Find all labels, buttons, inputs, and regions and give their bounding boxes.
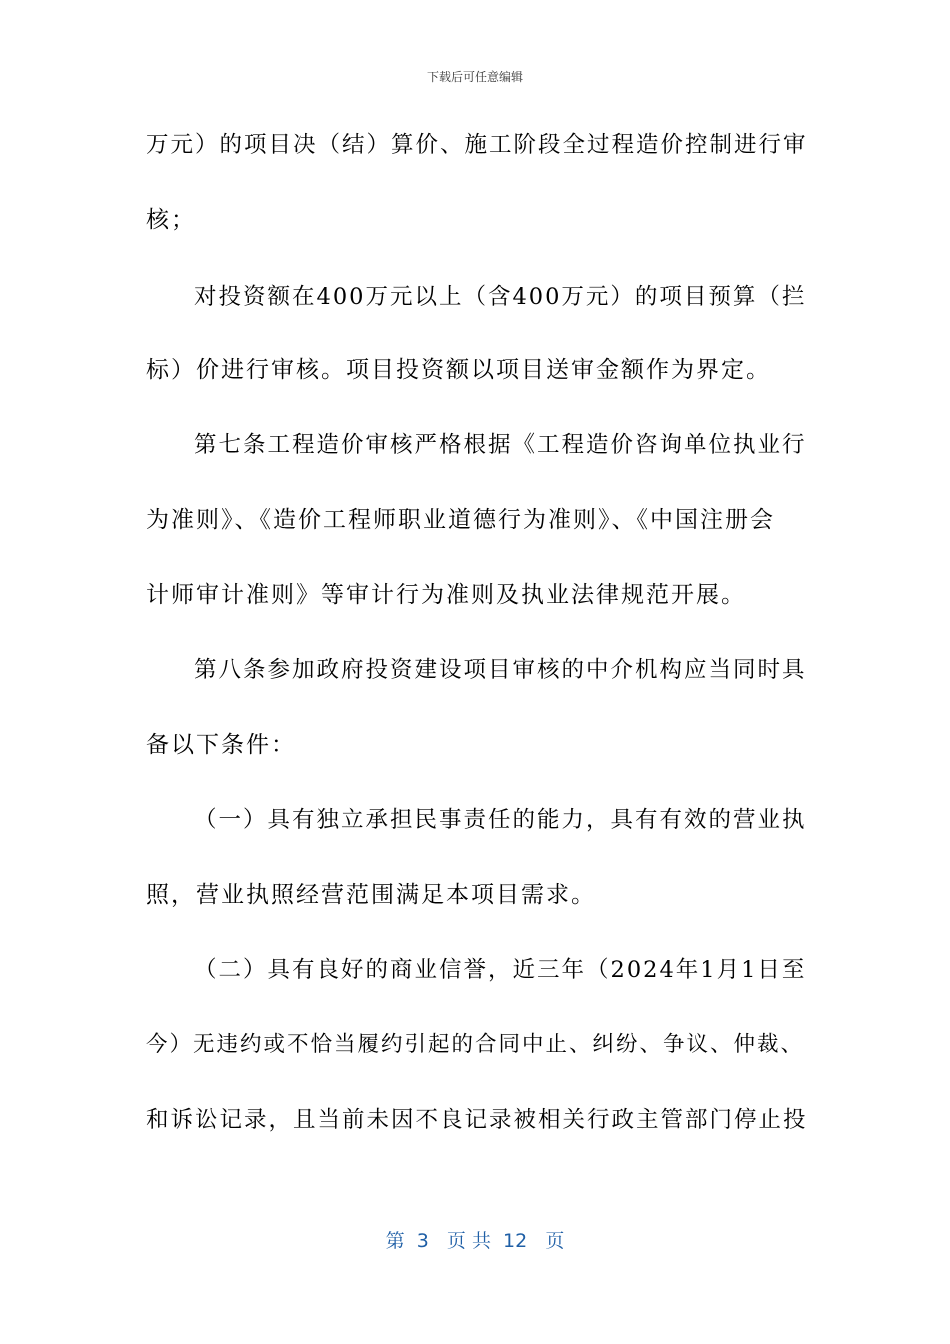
- paragraph-line: 标）价进行审核。项目投资额以项目送审金额作为界定。: [146, 357, 771, 383]
- paragraph-line: 今）无违约或不恰当履约引起的合同中止、纠纷、争议、仲裁、: [146, 1032, 805, 1057]
- paragraph-line: 万元）的项目决（结）算价、施工阶段全过程造价控制进行审: [146, 132, 808, 158]
- paragraph-line: 备以下条件：: [146, 732, 296, 758]
- paragraph-line: （一）具有独立承担民事责任的能力，具有有效的营业执: [194, 807, 807, 833]
- paragraph-line: 计师审计准则》等审计行为准则及执业法律规范开展。: [146, 582, 746, 608]
- paragraph-line: 第八条参加政府投资建设项目审核的中介机构应当同时具: [194, 657, 807, 683]
- paragraph-line: 第七条工程造价审核严格根据《工程造价咨询单位执业行: [194, 432, 807, 458]
- paragraph-line: 核；: [146, 207, 196, 233]
- paragraph-line: （二）具有良好的商业信誉，近三年（2024年1月1日至: [194, 957, 807, 983]
- paragraph-line: 为准则》、《造价工程师职业道德行为准则》、《中国注册会: [146, 507, 775, 533]
- paragraph-line: 和诉讼记录，且当前未因不良记录被相关行政主管部门停止投: [146, 1107, 808, 1133]
- paragraph-line: 照，营业执照经营范围满足本项目需求。: [146, 882, 596, 908]
- header-note: 下载后可任意编辑: [426, 70, 523, 84]
- page-number: 第 3 页 共 12 页: [385, 1230, 565, 1252]
- paragraph-line: 对投资额在400万元以上（含400万元）的项目预算（拦: [194, 284, 807, 310]
